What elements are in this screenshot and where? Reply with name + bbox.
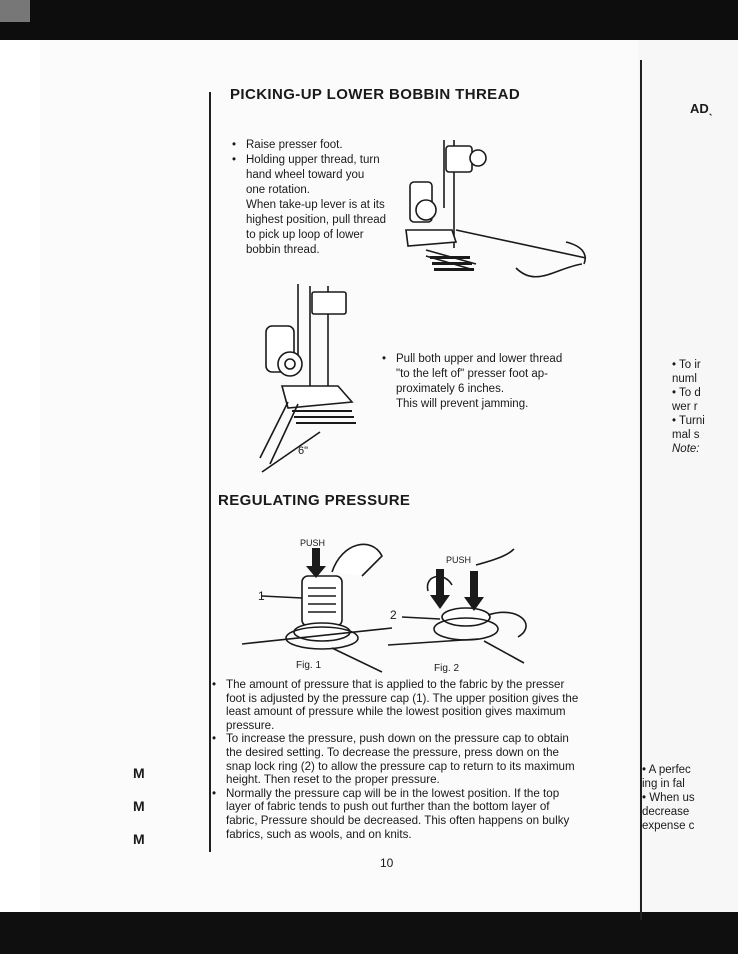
pressure-instructions — [212, 678, 584, 841]
text-line: fabric, Pressure should be decreased. This often happens on bulky — [226, 813, 570, 827]
text-line: Note: — [672, 443, 700, 455]
pressure-cap-fig1 — [232, 532, 402, 674]
text-line: When take-up lever is at its — [246, 199, 385, 211]
text-line: • Holding upper thread, turn — [246, 154, 380, 166]
adjacent-page-heading: ADˎ — [690, 101, 714, 116]
presser-foot-illustration-2 — [248, 282, 388, 482]
paragraph-normal-position — [212, 787, 584, 841]
fig1-caption: Fig. 1 — [296, 660, 322, 671]
text-line: least amount of pressure while the lowest position gives maximum — [226, 705, 566, 719]
text-line: This will prevent jamming. — [396, 398, 529, 410]
text-line: the desired setting. To decrease the pressure, press down on the — [226, 745, 559, 759]
bobbin-instructions — [232, 138, 407, 258]
text-line: wer r — [672, 401, 698, 413]
text-line: expense c — [642, 820, 695, 832]
dimension-label: 6" — [298, 445, 309, 457]
text-line: snap lock ring (2) to allow the pressure cap to return to its maximum — [226, 759, 575, 773]
pressure-cap-fig2 — [388, 545, 568, 675]
text-line: to pick up loop of lower — [246, 229, 364, 241]
section-title-pressure: REGULATING PRESSURE — [218, 492, 411, 509]
callout-1: 1 — [258, 589, 265, 603]
step-hand-wheel — [232, 153, 407, 198]
step-raise-foot: • Raise presser foot. — [232, 138, 407, 153]
text-line: • To ir — [672, 359, 701, 371]
text-line: proximately 6 inches. — [396, 383, 505, 395]
callout-2: 2 — [390, 608, 397, 622]
step-pull-threads — [382, 352, 592, 412]
text-line: pressure. — [226, 718, 275, 732]
text-line: "to the left of" presser foot ap- — [396, 368, 548, 380]
step-pull-loop — [232, 198, 407, 258]
text-line: • Pull both upper and lower thread — [396, 353, 563, 365]
fig2-caption: Fig. 2 — [434, 663, 460, 674]
section-title-bobbin: PICKING-UP LOWER BOBBIN THREAD — [230, 86, 521, 103]
scan-corner-artifact — [0, 0, 30, 22]
text-line: numl — [672, 373, 697, 385]
margin-letter: M — [133, 831, 145, 847]
adjacent-page-bottom-text — [642, 763, 695, 833]
paragraph-increase-pressure — [212, 732, 584, 786]
text-line: • A perfec — [642, 764, 691, 776]
margin-rule — [209, 92, 211, 852]
text-line: • The amount of pressure that is applied to the fabric by the presser — [226, 678, 565, 691]
text-line: foot is adjusted by the pressure cap (1). The upper position gives the — [226, 691, 579, 705]
text-line: mal s — [672, 429, 700, 441]
text-line: • To d — [672, 387, 701, 399]
text-line: • When us — [642, 792, 695, 804]
page-number: 10 — [380, 856, 394, 870]
text-line: hand wheel toward you — [246, 169, 365, 181]
text-line: highest position, pull thread — [246, 214, 387, 226]
push-label-fig1: PUSH — [300, 538, 326, 548]
text-line: layer of fabric tends to push out further than the bottom layer of — [226, 800, 550, 814]
adjacent-page-top-text — [672, 358, 705, 456]
scan-top-border — [0, 0, 738, 40]
text-line: • Normally the pressure cap will be in the lowest position. If the top — [226, 786, 560, 800]
text-line: fabrics, such as wools, and on knits. — [226, 827, 412, 841]
scan-bottom-border — [0, 912, 738, 954]
text-line: ing in fal — [642, 778, 685, 790]
text-line: one rotation. — [246, 184, 310, 196]
text-line: • Turni — [672, 415, 705, 427]
paragraph-pressure-amount — [212, 678, 584, 732]
pull-thread-instructions — [382, 352, 592, 412]
presser-foot-illustration-1 — [396, 138, 596, 298]
margin-letter: M — [133, 765, 145, 781]
text-line: decrease — [642, 806, 690, 818]
text-line: • To increase the pressure, push down on the pressure cap to obtain — [226, 732, 569, 746]
push-label-fig2: PUSH — [446, 555, 472, 565]
text-line: bobbin thread. — [246, 244, 320, 256]
text-line: height. Then reset to the proper pressure. — [226, 773, 440, 787]
margin-letter: M — [133, 798, 145, 814]
